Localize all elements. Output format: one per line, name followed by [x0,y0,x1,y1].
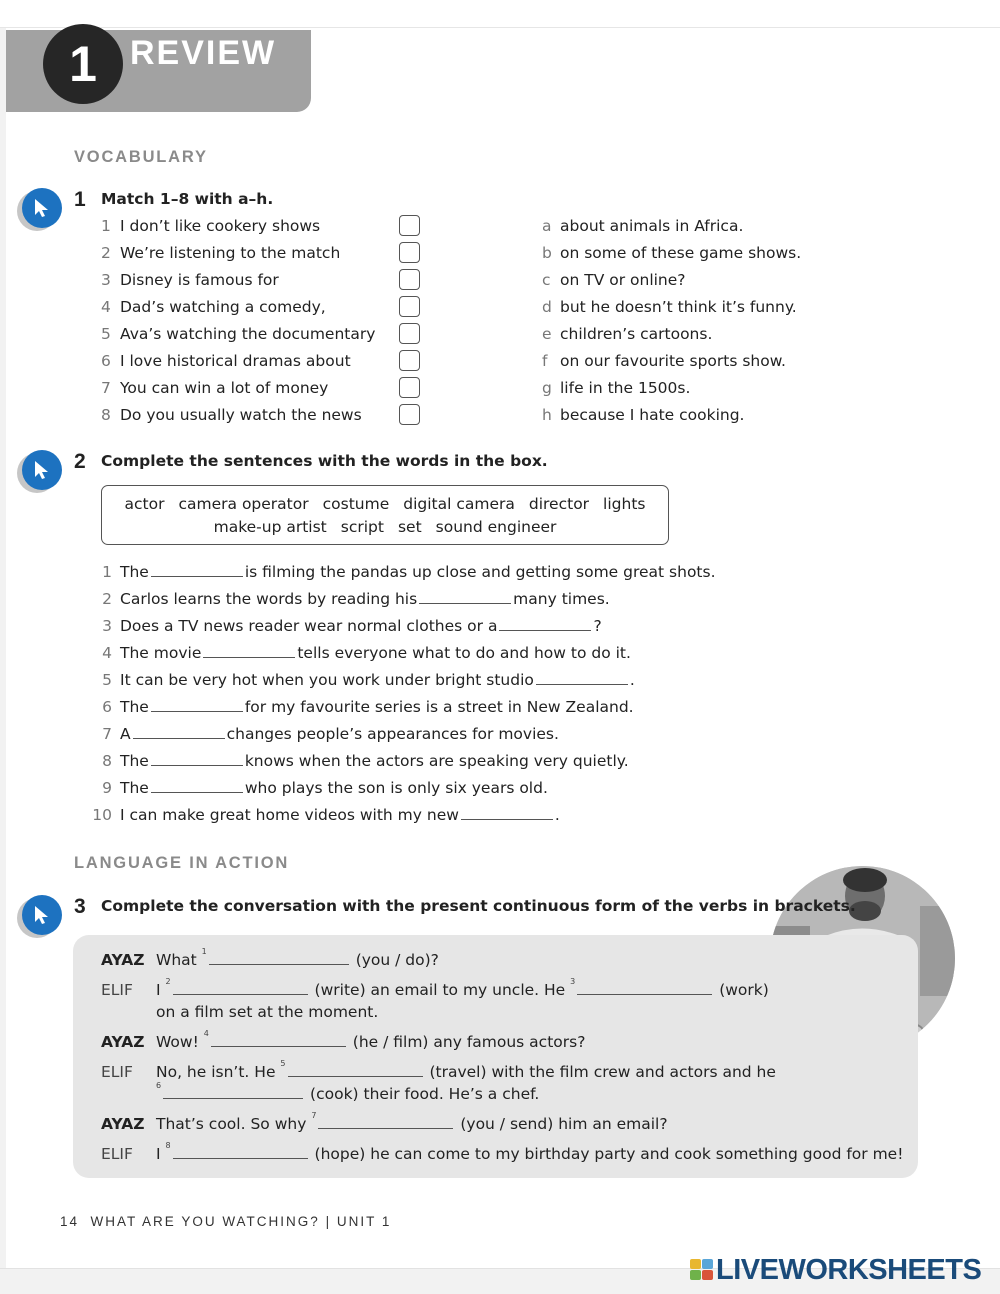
word-item: sound engineer [435,518,557,536]
answer-blank[interactable] [163,1085,303,1099]
sentence-list [92,559,772,829]
answer-box-6[interactable] [399,350,420,371]
item-text: about animals in Africa. [560,217,744,235]
speaker-name: ELIF [101,981,133,999]
item-letter: g [542,379,552,397]
unit-number-badge: 1 [43,24,123,104]
sentence [92,586,772,613]
match-right-item [542,213,842,240]
item-text: on TV or online? [560,271,686,289]
liveworksheets-logo-icon [690,1259,714,1281]
sentence-end: . [554,806,560,824]
word-item: digital camera [403,495,515,513]
sentence-start: The [120,752,149,770]
cursor-icon[interactable] [22,895,62,935]
exercise-3-number: 3 [74,895,86,918]
sentence-start: Carlos learns the words by reading his [120,590,418,608]
answer-blank[interactable] [288,1063,423,1077]
gap-number: 5 [280,1059,286,1068]
sentence [92,559,772,586]
match-right-item [542,348,842,375]
word-item: script [340,518,384,536]
dialogue-line [101,947,439,974]
match-left-item [101,267,401,294]
answer-blank[interactable] [209,951,349,965]
item-number: 3 [101,271,111,289]
dialogue-text: (you / send) him an email? [460,1115,668,1133]
sentence-start: The [120,779,149,797]
dialogue-line [101,1029,585,1056]
dialogue-text: (travel) with the film crew and actors and he [429,1063,776,1081]
sentence-number: 4 [102,644,112,662]
sentence [92,802,772,829]
sentence-number: 2 [102,590,112,608]
section-heading-vocabulary: VOCABULARY [74,148,208,166]
answer-blank[interactable] [151,563,243,577]
speaker-name: AYAZ [101,951,145,969]
dialogue-line-continued: on a film set at the moment. [156,1003,379,1021]
item-number: 8 [101,406,111,424]
gap-number: 4 [203,1029,209,1038]
sentence-end: changes people’s appearances for movies. [226,725,559,743]
item-text: children’s cartoons. [560,325,713,343]
match-left-item [101,375,401,402]
item-text: You can win a lot of money [120,379,329,397]
sentence-start: The [120,563,149,581]
sentence-start: It can be very hot when you work under bright studio [120,671,534,689]
word-item: costume [322,495,390,513]
answer-blank[interactable] [461,806,553,820]
match-left-item [101,294,401,321]
dialogue-text: (cook) their food. He’s a chef. [310,1085,540,1103]
sentence-number: 7 [102,725,112,743]
dialogue-text: I [156,981,161,999]
sentence-number: 3 [102,617,112,635]
item-letter: c [542,271,551,289]
dialogue-line [101,1111,668,1138]
gap-number: 6 [156,1081,162,1090]
answer-blank[interactable] [536,671,628,685]
match-left-item [101,213,401,240]
dialogue-text: That’s cool. So why [156,1115,307,1133]
sentence-end: is filming the pandas up close and getting some great shots. [244,563,716,581]
speaker-name: AYAZ [101,1033,145,1051]
dialogue-text: (write) an email to my uncle. He [314,981,566,999]
dialogue-text: (he / film) any famous actors? [352,1033,586,1051]
dialogue-text: (work) [719,981,769,999]
item-number: 4 [101,298,111,316]
exercise-2-instruction: Complete the sentences with the words in the box. [101,452,548,470]
match-right-item [542,321,842,348]
sentence-number: 10 [92,806,112,824]
sentence [92,721,772,748]
item-text: but he doesn’t think it’s funny. [560,298,797,316]
match-right-item [542,294,842,321]
sentence-start: Does a TV news reader wear normal clothes or a [120,617,498,635]
sentence [92,694,772,721]
answer-box-2[interactable] [399,242,420,263]
item-letter: h [542,406,552,424]
word-item: camera operator [178,495,309,513]
speaker-name: ELIF [101,1063,133,1081]
match-right-column [542,213,842,429]
page-number: 14 [60,1214,80,1229]
gap-number: 1 [201,947,207,956]
sentence-number: 9 [102,779,112,797]
word-box-line-1 [102,493,668,516]
answer-box-4[interactable] [399,296,420,317]
word-item: set [397,518,422,536]
sentence-end: who plays the son is only six years old. [244,779,548,797]
sentence-start: The [120,698,149,716]
word-box [101,485,669,545]
sentence [92,667,772,694]
item-letter: f [542,352,548,370]
liveworksheets-logo[interactable] [690,1254,981,1287]
sentence-end: ? [593,617,602,635]
match-left-item [101,348,401,375]
dialogue-text: (you / do)? [355,951,439,969]
item-number: 5 [101,325,111,343]
item-text: life in the 1500s. [560,379,691,397]
item-text: I love historical dramas about [120,352,351,370]
sentence-number: 1 [102,563,112,581]
sentence-start: A [120,725,131,743]
answer-blank[interactable] [211,1033,346,1047]
match-right-item [542,375,842,402]
answer-blank[interactable] [151,752,243,766]
page-title: REVIEW [130,34,277,72]
dialogue-line-continued [156,1081,539,1108]
gap-number: 2 [165,977,171,986]
speaker-name: ELIF [101,1145,133,1163]
answer-box-7[interactable] [399,377,420,398]
sentence-end: knows when the actors are speaking very quietly. [244,752,629,770]
top-toolbar-strip [0,0,1000,28]
dialogue-text: Wow! [156,1033,199,1051]
item-text: because I hate cooking. [560,406,745,424]
section-heading-language-in-action: LANGUAGE IN ACTION [74,854,290,872]
page-footer [60,1214,391,1229]
item-letter: e [542,325,552,343]
gap-number: 3 [570,977,576,986]
sentence-number: 8 [102,752,112,770]
answer-blank[interactable] [133,725,225,739]
sentence [92,748,772,775]
item-number: 2 [101,244,111,262]
word-box-line-2 [102,516,668,539]
dialogue-text: (hope) he can come to my birthday party and cook something good for me! [314,1145,904,1163]
sentence [92,613,772,640]
match-left-column [101,213,401,429]
match-left-item [101,402,401,429]
item-letter: d [542,298,552,316]
answer-blank[interactable] [499,617,591,631]
item-text: Do you usually watch the news [120,406,362,424]
answer-blank[interactable] [173,1145,308,1159]
item-text: on our favourite sports show. [560,352,786,370]
word-item: lights [603,495,646,513]
dialogue-line [101,1141,903,1168]
answer-blank[interactable] [318,1115,453,1129]
item-letter: b [542,244,552,262]
sentence-end: . [629,671,635,689]
item-text: Dad’s watching a comedy, [120,298,326,316]
item-text: Ava’s watching the documentary [120,325,376,343]
item-letter: a [542,217,552,235]
gap-number: 8 [165,1141,171,1150]
item-number: 1 [101,217,111,235]
exercise-1-instruction: Match 1–8 with a–h. [101,190,274,208]
sentence-start: I can make great home videos with my new [120,806,459,824]
item-text: on some of these game shows. [560,244,802,262]
speaker-name: AYAZ [101,1115,145,1133]
sentence [92,775,772,802]
dialogue-text: What [156,951,197,969]
answer-blank[interactable] [577,981,712,995]
match-right-item [542,402,842,429]
match-right-item [542,267,842,294]
answer-box-1[interactable] [399,215,420,236]
sentence-number: 5 [102,671,112,689]
item-text: We’re listening to the match [120,244,341,262]
item-text: Disney is famous for [120,271,279,289]
answer-blank[interactable] [203,644,295,658]
sentence-start: The movie [120,644,202,662]
dialogue-text: I [156,1145,161,1163]
answer-box-8[interactable] [399,404,420,425]
answer-box-5[interactable] [399,323,420,344]
match-left-item [101,321,401,348]
answer-box-3[interactable] [399,269,420,290]
liveworksheets-logo-text: LIVEWORKSHEETS [716,1254,982,1286]
cursor-icon[interactable] [22,450,62,490]
answer-blank[interactable] [173,981,308,995]
exercise-2-number: 2 [74,450,86,473]
exercise-1-number: 1 [74,188,86,211]
item-number: 7 [101,379,111,397]
gap-number: 7 [311,1111,317,1120]
sentence-end: tells everyone what to do and how to do it. [297,644,631,662]
dialogue-text: No, he isn’t. He [156,1063,276,1081]
match-left-item [101,240,401,267]
match-right-item [542,240,842,267]
answer-blank[interactable] [151,779,243,793]
exercise-3-instruction: Complete the conversation with the present continuous form of the verbs in brackets. [101,897,856,915]
cursor-icon[interactable] [22,188,62,228]
word-item: make-up artist [213,518,327,536]
sentence-end: for my favourite series is a street in New Zealand. [244,698,634,716]
answer-blank[interactable] [151,698,243,712]
item-number: 6 [101,352,111,370]
page-left-edge [0,28,6,1268]
footer-text: WHAT ARE YOU WATCHING? | UNIT 1 [90,1214,392,1229]
sentence-number: 6 [102,698,112,716]
item-text: I don’t like cookery shows [120,217,321,235]
word-item: director [528,495,590,513]
sentence [92,640,772,667]
sentence-end: many times. [513,590,610,608]
word-item: actor [124,495,165,513]
answer-blank[interactable] [419,590,511,604]
